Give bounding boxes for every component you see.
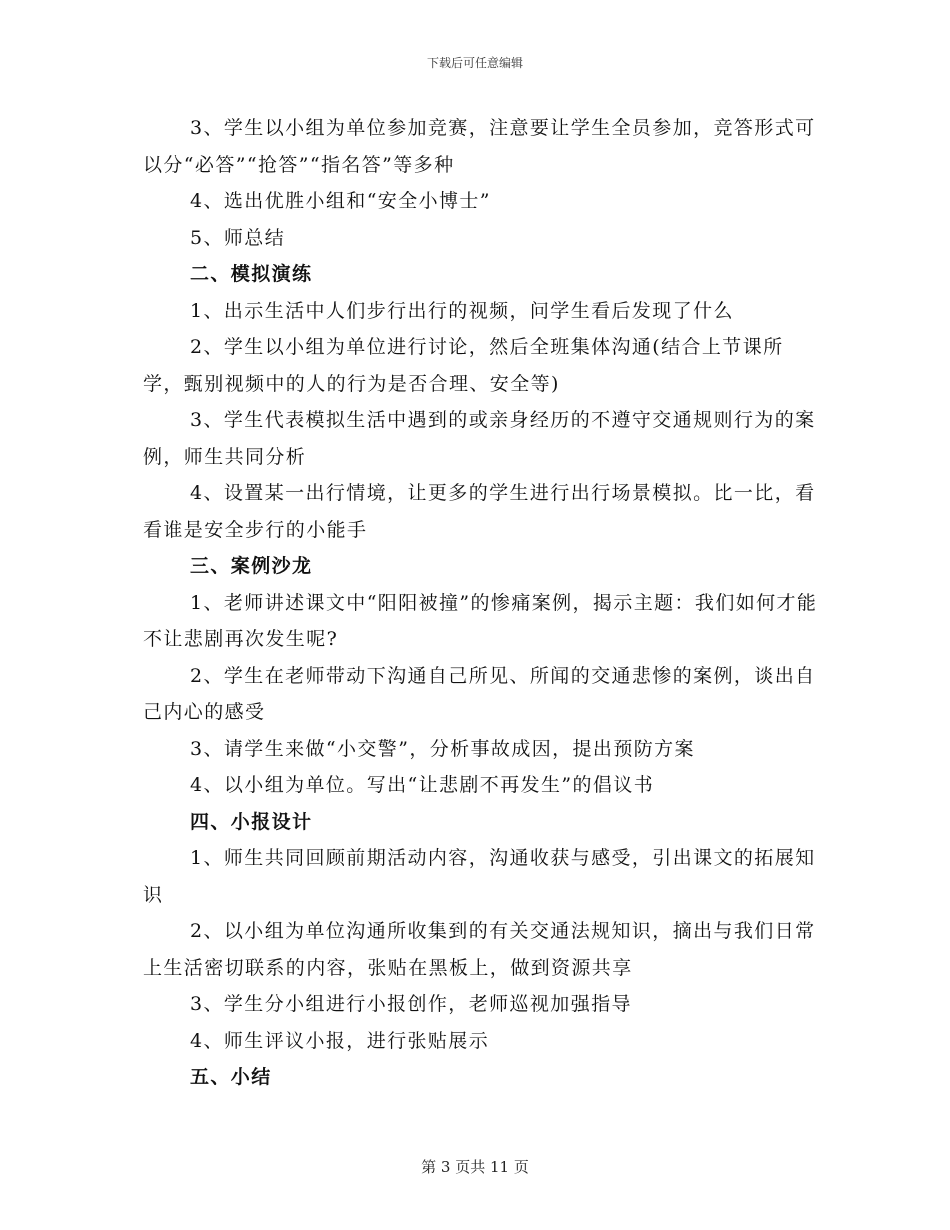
paragraph: 3、学生代表模拟生活中遇到的或亲身经历的不遵守交通规则行为的案例，师生共同分析 [143, 409, 816, 468]
paragraph: 1、出示生活中人们步行出行的视频，问学生看后发现了什么 [190, 299, 734, 322]
page-footer: 第 3 页共 11 页 [421, 1158, 529, 1176]
paragraph: 1、老师讲述课文中“阳阳被撞”的惨痛案例，揭示主题：我们如何才能不让悲剧再次发生呢? [143, 591, 818, 650]
paragraph: 4、设置某一出行情境，让更多的学生进行出行场景模拟。比一比，看看谁是安全步行的小能手 [143, 482, 816, 541]
document-body [143, 110, 823, 1096]
paragraph: 2、学生以小组为单位进行讨论，然后全班集体沟通(结合上节课所学，甄别视频中的人的行为是否合理、安全等) [143, 336, 784, 395]
section-heading: 五、小结 [190, 1066, 272, 1088]
paragraph: 4、师生评议小报，进行张贴展示 [190, 1029, 490, 1052]
section-heading: 四、小报设计 [190, 810, 313, 833]
paragraph: 3、学生分小组进行小报创作，老师巡视加强指导 [190, 993, 632, 1015]
paragraph: 3、请学生来做“小交警”，分析事故成因，提出预防方案 [190, 737, 695, 760]
paragraph: 2、学生在老师带动下沟通自己所见、所闻的交通悲惨的案例，谈出自己内心的感受 [143, 664, 816, 723]
page-header: 下载后可任意编辑 [426, 56, 523, 70]
section-heading: 二、模拟演练 [190, 263, 313, 285]
paragraph: 4、选出优胜小组和“安全小博士” [190, 190, 491, 212]
section-heading: 三、案例沙龙 [190, 555, 313, 577]
paragraph: 1、师生共同回顾前期活动内容，沟通收获与感受，引出课文的拓展知识 [143, 847, 816, 906]
paragraph: 4、以小组为单位。写出“让悲剧不再发生”的倡议书 [190, 774, 655, 796]
paragraph: 2、以小组为单位沟通所收集到的有关交通法规知识，摘出与我们日常上生活密切联系的内容，张贴在黑板上，做到资源共享 [143, 920, 816, 979]
paragraph: 5、师总结 [190, 226, 286, 249]
paragraph: 3、学生以小组为单位参加竞赛，注意要让学生全员参加，竞答形式可以分“必答”“抢答”“指名答”等多种 [143, 117, 816, 176]
